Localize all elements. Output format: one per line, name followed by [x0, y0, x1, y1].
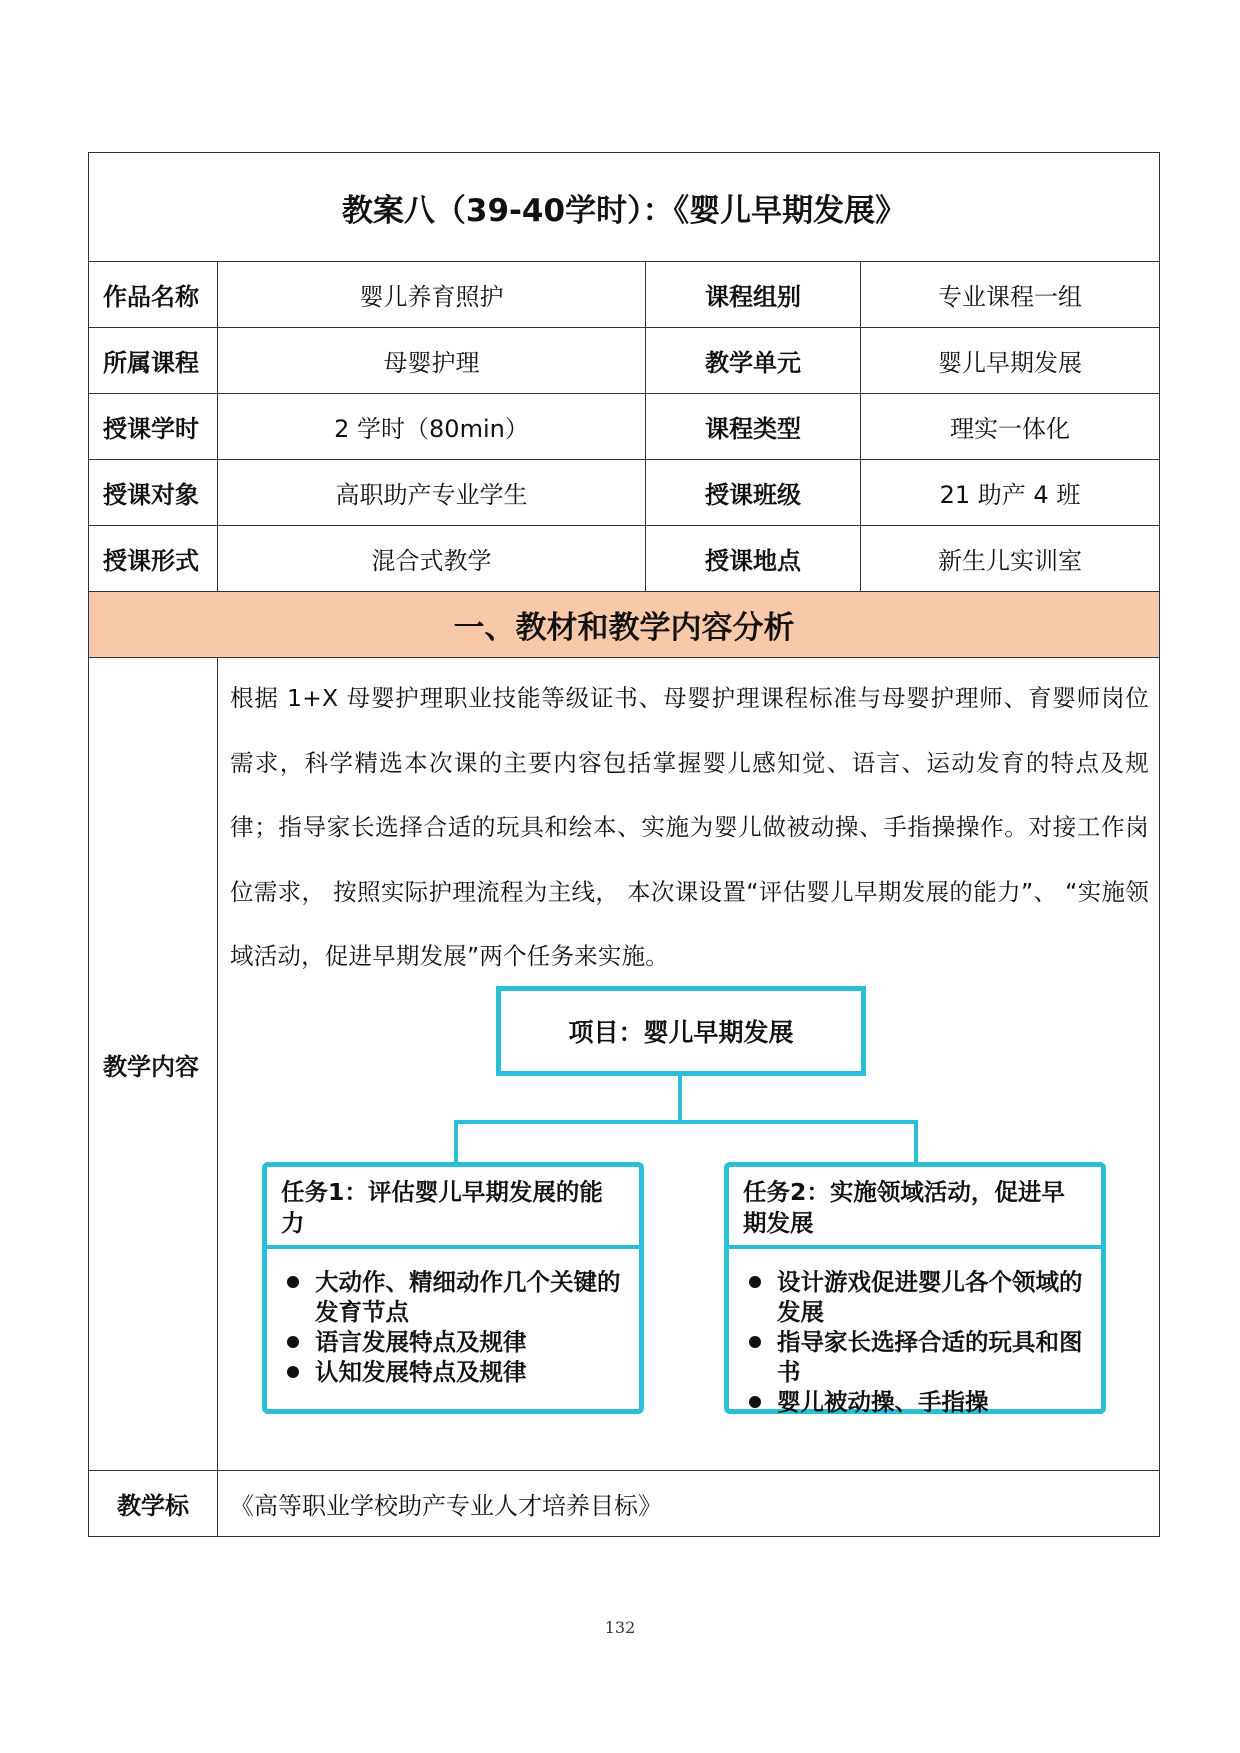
info-label: 授课形式	[89, 526, 218, 591]
info-label: 作品名称	[89, 262, 218, 327]
task1-title: 任务1：评估婴儿早期发展的能力	[267, 1167, 639, 1249]
info-row	[89, 394, 1159, 460]
info-label: 课程类型	[646, 394, 861, 459]
info-value: 婴儿养育照护	[218, 262, 646, 327]
info-value: 2 学时（80min）	[218, 394, 646, 459]
content-paragraph: 根据 1+X 母婴护理职业技能等级证书、母婴护理课程标准与母婴护理师、育婴师岗位需求，科学精选本次课的主要内容包括掌握婴儿感知觉、语言、运动发育的特点及规律；指导家长选择合适的玩具和绘本、实施为婴儿做被动操、手指操操作。对接工作岗位需求， 按照实际护理流程为主线， 本次课设置“评估婴儿早期发展的能力”、 “实施领域活动，促进早期发展”两个任务来实施。	[230, 684, 1149, 970]
content-label: 教学内容	[89, 658, 218, 1470]
info-row	[89, 328, 1159, 394]
list-item: 设计游戏促进婴儿各个领域的发展	[743, 1267, 1087, 1327]
goal-label: 教学标	[89, 1471, 218, 1536]
info-value: 高职助产专业学生	[218, 460, 646, 525]
info-row	[89, 460, 1159, 526]
list-item: 指导家长选择合适的玩具和图书	[743, 1327, 1087, 1387]
info-label: 授课地点	[646, 526, 861, 591]
list-item: 大动作、精细动作几个关键的发育节点	[281, 1267, 625, 1327]
task2-box	[724, 1162, 1106, 1414]
info-value: 21 助产 4 班	[939, 481, 1081, 509]
list-item: 婴儿被动操、手指操	[743, 1387, 1087, 1417]
info-row	[89, 526, 1159, 592]
content-body	[218, 658, 1159, 1470]
task2-title: 任务2：实施领域活动，促进早期发展	[729, 1167, 1101, 1249]
connector-line	[678, 1076, 682, 1122]
lesson-plan-table	[88, 152, 1160, 1537]
info-value: 婴儿早期发展	[938, 349, 1082, 377]
info-value: 理实一体化	[950, 415, 1070, 443]
task2-list	[729, 1249, 1101, 1417]
task1-list	[267, 1249, 639, 1387]
list-item: 认知发展特点及规律	[281, 1357, 625, 1387]
info-label: 授课学时	[89, 394, 218, 459]
teaching-goal-row	[89, 1471, 1159, 1536]
info-label: 所属课程	[89, 328, 218, 393]
connector-line	[914, 1120, 918, 1164]
info-label: 教学单元	[646, 328, 861, 393]
info-label: 授课对象	[89, 460, 218, 525]
info-row	[89, 262, 1159, 328]
project-box: 项目：婴儿早期发展	[496, 986, 866, 1076]
connector-line	[454, 1120, 458, 1164]
info-value: 专业课程一组	[938, 283, 1082, 311]
lesson-title: 教案八（39-40学时）：《婴儿早期发展》	[89, 153, 1159, 262]
info-value: 母婴护理	[218, 328, 646, 393]
info-label: 课程组别	[646, 262, 861, 327]
goal-value: 《高等职业学校助产专业人才培养目标》	[230, 1492, 662, 1520]
info-value: 混合式教学	[218, 526, 646, 591]
section-heading: 一、教材和教学内容分析	[89, 592, 1159, 658]
list-item: 语言发展特点及规律	[281, 1327, 625, 1357]
page-number: 132	[604, 1618, 636, 1637]
info-value: 新生儿实训室	[938, 547, 1082, 575]
task1-box	[262, 1162, 644, 1414]
teaching-content-row	[89, 658, 1159, 1471]
connector-line	[454, 1120, 918, 1124]
info-label: 授课班级	[646, 460, 861, 525]
